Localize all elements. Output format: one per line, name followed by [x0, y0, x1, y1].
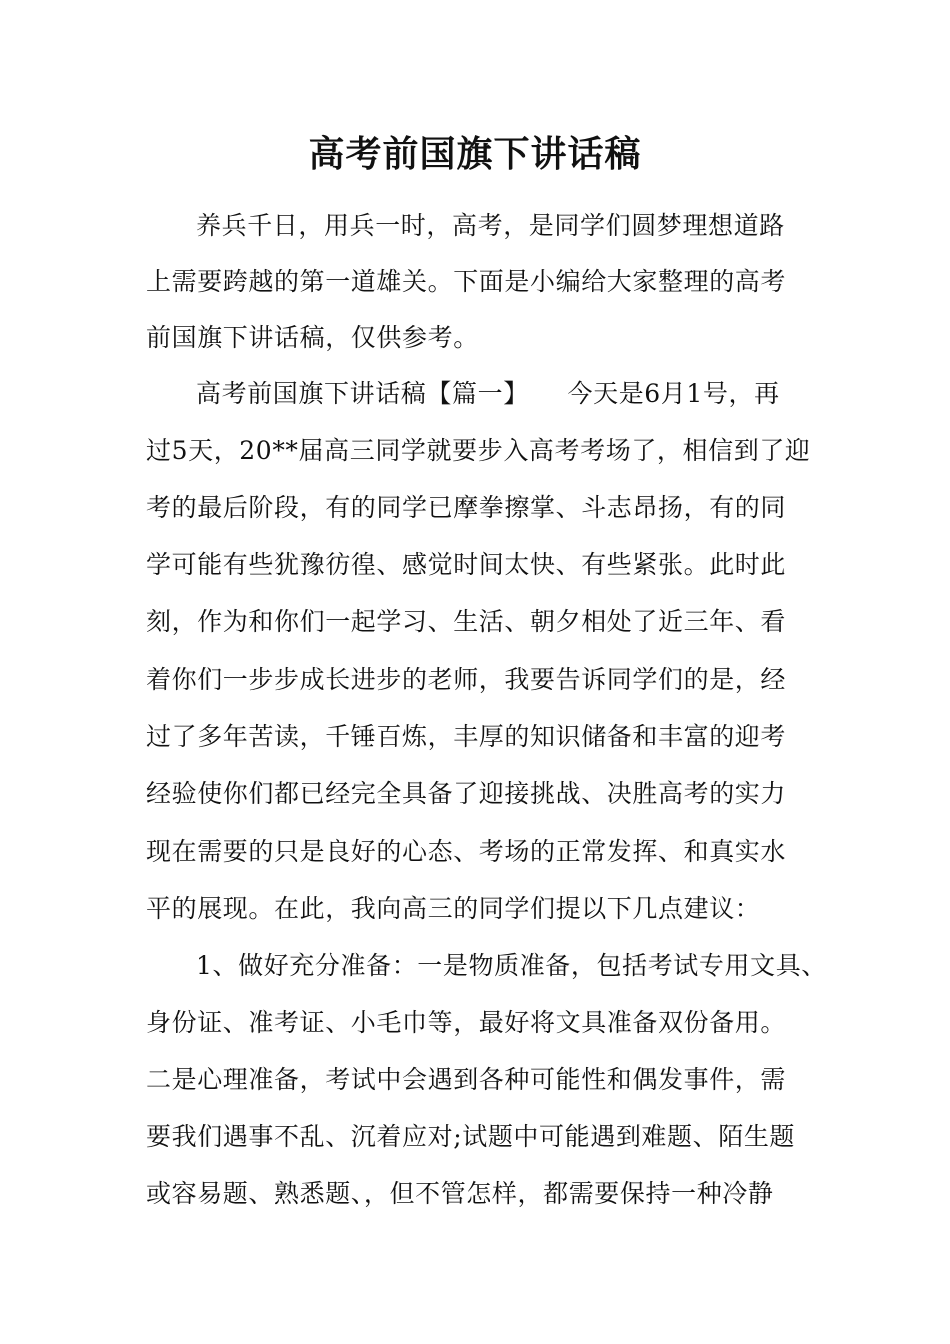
- text-line: 过了多年苦读，千锤百炼，丰厚的知识储备和丰富的迎考: [146, 722, 787, 751]
- text-line: 二是心理准备，考试中会遇到各种可能性和偶发事件，需: [146, 1065, 787, 1094]
- text-line: 上需要跨越的第一道雄关。下面是小编给大家整理的高考: [146, 267, 787, 296]
- text-line: 学可能有些犹豫彷徨、感觉时间太快、有些紧张。此时此: [146, 550, 787, 579]
- document-title: 高考前国旗下讲话稿: [308, 133, 642, 175]
- text-line: 经验使你们都已经完全具备了迎接挑战、决胜高考的实力: [146, 779, 787, 808]
- text-line: 前国旗下讲话稿，仅供参考。: [146, 323, 479, 352]
- text-line: 过5天，20**届高三同学就要步入高考考场了，相信到了迎: [146, 436, 811, 465]
- text-line: 要我们遇事不乱、沉着应对;试题中可能遇到难题、陌生题: [146, 1122, 796, 1151]
- text-line: 高考前国旗下讲话稿【篇一】 今天是6月1号，再: [196, 379, 780, 408]
- text-line: 平的展现。在此，我向高三的同学们提以下几点建议：: [146, 894, 761, 923]
- text-line: 身份证、准考证、小毛巾等，最好将文具准备双份备用。: [146, 1008, 787, 1037]
- text-line: 1、做好充分准备：一是物质准备，包括考试专用文具、: [196, 951, 827, 980]
- text-line: 养兵千日，用兵一时，高考，是同学们圆梦理想道路: [196, 211, 785, 240]
- text-line: 刻，作为和你们一起学习、生活、朝夕相处了近三年、看: [146, 607, 787, 636]
- text-line: 着你们一步步成长进步的老师，我要告诉同学们的是，经: [146, 665, 787, 694]
- text-line: 或容易题、熟悉题、，但不管怎样，都需要保持一种冷静: [146, 1179, 774, 1208]
- text-line: 考的最后阶段，有的同学已摩拳擦掌、斗志昂扬，有的同: [146, 493, 787, 522]
- text-line: 现在需要的只是良好的心态、考场的正常发挥、和真实水: [146, 837, 787, 866]
